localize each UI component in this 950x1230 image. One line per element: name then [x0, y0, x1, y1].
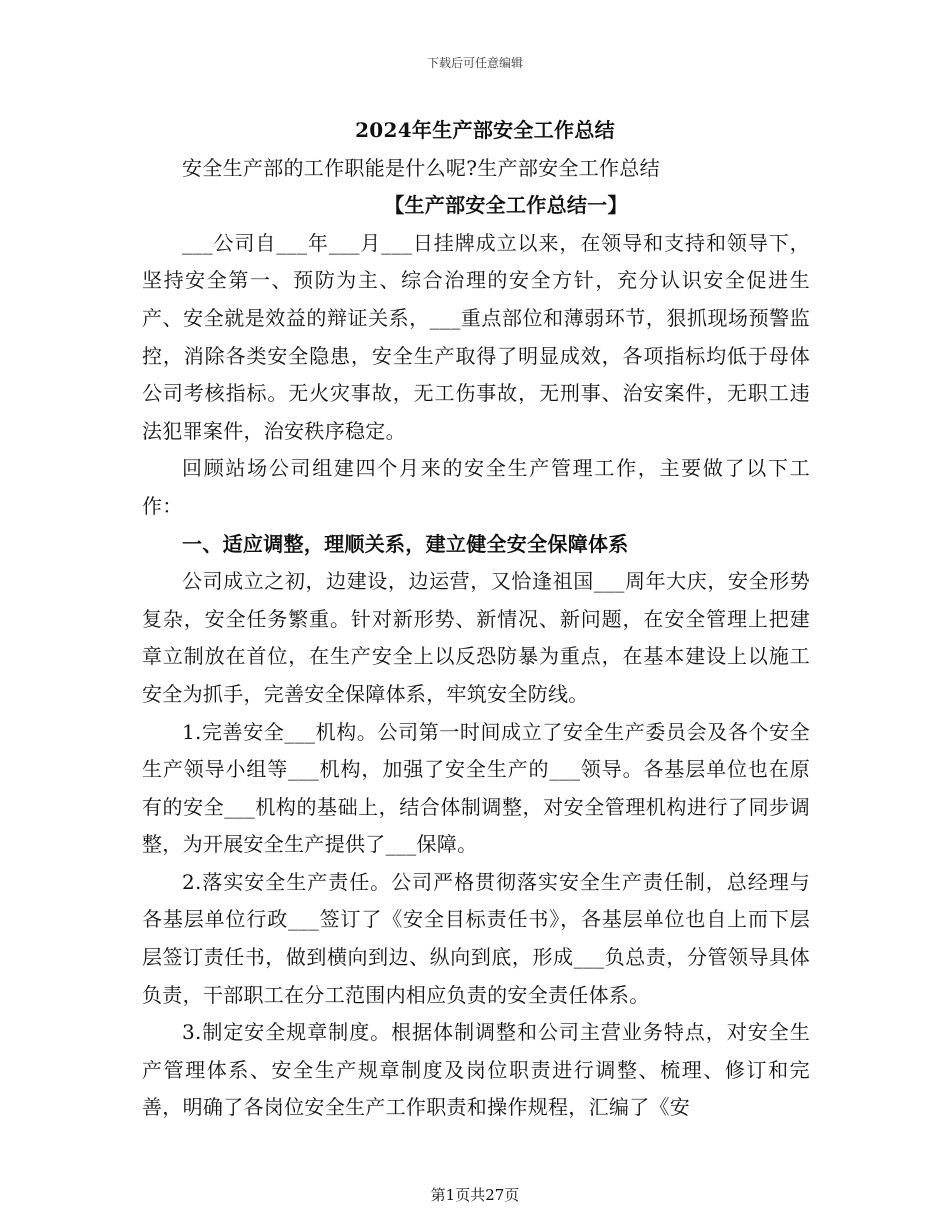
paragraph-2: 回顾站场公司组建四个月来的安全生产管理工作，主要做了以下工作： [142, 456, 810, 518]
section-title: 【生产部安全工作总结一】 [384, 193, 628, 218]
document-body [142, 112, 810, 1127]
document-subtitle: 安全生产部的工作职能是什么呢?生产部安全工作总结 [182, 155, 660, 180]
paragraph-5: 2.落实安全生产责任。公司严格贯彻落实安全生产责任制，总经理与各基层单位行政___签订了《安全目标责任书》，各基层单位也自上而下层层签订责任书，做到横向到边、纵向到底，形成___负总责，分管领导具体负责，干部职工在分工范围内相应负责的安全责任体系。 [142, 869, 810, 1007]
paragraph-3: 公司成立之初，边建设，边运营，又恰逢祖国___周年大庆，安全形势复杂，安全任务繁重。针对新形势、新情况、新问题，在安全管理上把建章立制放在首位，在生产安全上以反恐防暴为重点，在基本建设上以施工安全为抓手，完善安全保障体系，牢筑安全防线。 [142, 569, 810, 706]
paragraph-6: 3.制定安全规章制度。根据体制调整和公司主营业务特点，对安全生产管理体系、安全生产规章制度及岗位职责进行调整、梳理、修订和完善，明确了各岗位安全生产工作职责和操作规程，汇编了《安 [142, 1020, 810, 1120]
paragraph-1: ___公司自___年___月___日挂牌成立以来，在领导和支持和领导下，坚持安全第一、预防为主、综合治理的安全方针，充分认识安全促进生产、安全就是效益的辩证关系，___重点部位和薄弱环节，狠抓现场预警监控，消除各类安全隐患，安全生产取得了明显成效，各项指标均低于母体公司考核指标。无火灾事故，无工伤事故，无刑事、治安案件，无职工违法犯罪案件，治安秩序稳定。 [142, 230, 810, 443]
paragraph-4: 1.完善安全___机构。公司第一时间成立了安全生产委员会及各个安全生产领导小组等___机构，加强了安全生产的___领导。各基层单位也在原有的安全___机构的基础上，结合体制调整，对安全管理机构进行了同步调整，为开展安全生产提供了___保障。 [142, 719, 810, 857]
document-title: 2024年生产部安全工作总结 [355, 118, 615, 142]
page-number: 第1页共27页 [430, 1186, 520, 1204]
header-note: 下载后可任意编辑 [426, 56, 523, 70]
heading-1: 一、适应调整，理顺关系，建立健全安全保障体系 [182, 531, 629, 556]
